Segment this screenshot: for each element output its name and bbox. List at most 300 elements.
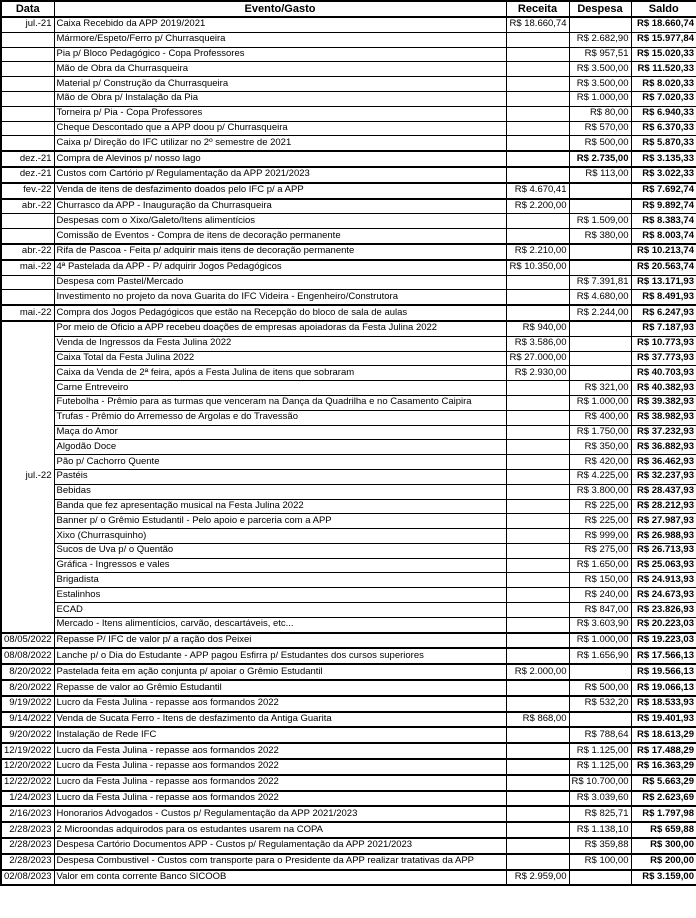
cell-saldo[interactable]: R$ 20.563,74 — [631, 260, 696, 275]
cell-receita[interactable] — [506, 136, 569, 151]
cell-despesa[interactable]: R$ 1.138,10 — [569, 822, 631, 838]
cell-event[interactable]: Banda que fez apresentação musical na Festa Julina 2022 — [54, 499, 506, 514]
cell-saldo[interactable]: R$ 36.462,93 — [631, 455, 696, 470]
cell-date[interactable]: 8/20/2022 — [1, 664, 54, 680]
cell-despesa[interactable]: R$ 10.700,00 — [569, 775, 631, 791]
cell-date[interactable]: 9/19/2022 — [1, 696, 54, 712]
cell-saldo[interactable]: R$ 7.692,74 — [631, 183, 696, 199]
cell-receita[interactable]: R$ 940,00 — [506, 321, 569, 336]
cell-saldo[interactable]: R$ 38.982,93 — [631, 410, 696, 425]
cell-despesa[interactable]: R$ 100,00 — [569, 854, 631, 870]
table-row — [1, 455, 696, 470]
cell-despesa[interactable]: R$ 532,20 — [569, 696, 631, 712]
cell-receita[interactable]: R$ 2.930,00 — [506, 366, 569, 381]
cell-receita[interactable]: R$ 4.670,41 — [506, 183, 569, 199]
table-row — [1, 244, 696, 260]
cell-receita[interactable] — [506, 229, 569, 244]
cell-receita[interactable] — [506, 62, 569, 77]
cell-date[interactable]: 08/08/2022 — [1, 648, 54, 664]
cell-receita[interactable] — [506, 167, 569, 183]
cell-despesa[interactable]: R$ 570,00 — [569, 121, 631, 136]
cell-receita[interactable] — [506, 838, 569, 854]
cell-date[interactable] — [1, 275, 54, 290]
cell-date[interactable] — [1, 32, 54, 47]
cell-saldo[interactable]: R$ 9.892,74 — [631, 199, 696, 214]
cell-receita[interactable] — [506, 77, 569, 92]
cell-receita[interactable]: R$ 3.586,00 — [506, 336, 569, 351]
table-row — [1, 410, 696, 425]
cell-event[interactable]: Repasse de valor ao Grêmio Estudantil — [54, 680, 506, 696]
cell-event[interactable]: Comissão de Eventos - Compra de itens de decoração permanente — [54, 229, 506, 244]
cell-date[interactable] — [1, 106, 54, 121]
cell-saldo[interactable]: R$ 32.237,93 — [631, 469, 696, 484]
cell-saldo[interactable]: R$ 3.159,00 — [631, 870, 696, 886]
cell-date[interactable]: 1/24/2023 — [1, 791, 54, 807]
cell-saldo[interactable]: R$ 26.713,93 — [631, 543, 696, 558]
table-row — [1, 260, 696, 275]
cell-saldo[interactable]: R$ 8.003,74 — [631, 229, 696, 244]
cell-saldo[interactable]: R$ 26.988,93 — [631, 529, 696, 544]
cell-event[interactable]: Lucro da Festa Julina - repasse aos formandos 2022 — [54, 743, 506, 759]
cell-date[interactable]: mai.-22 — [1, 260, 54, 275]
cell-event[interactable]: Caixa p/ Direção do IFC utilizar no 2º semestre de 2021 — [54, 136, 506, 151]
cell-saldo[interactable]: R$ 6.940,33 — [631, 106, 696, 121]
cell-event[interactable]: Caixa da Venda de 2ª feira, após a Festa Julina de itens que sobraram — [54, 366, 506, 381]
cell-despesa[interactable] — [569, 260, 631, 275]
cell-date[interactable]: 02/08/2023 — [1, 870, 54, 886]
cell-saldo[interactable]: R$ 300,00 — [631, 838, 696, 854]
cell-despesa[interactable]: R$ 2.682,90 — [569, 32, 631, 47]
cell-saldo[interactable]: R$ 40.382,93 — [631, 381, 696, 396]
cell-despesa[interactable]: R$ 3.500,00 — [569, 77, 631, 92]
cell-receita[interactable] — [506, 47, 569, 62]
cell-saldo[interactable]: R$ 10.213,74 — [631, 244, 696, 260]
cell-receita[interactable] — [506, 214, 569, 229]
cell-receita[interactable] — [506, 558, 569, 573]
cell-event[interactable]: Compra dos Jogos Pedagógicos que estão na Recepção do bloco de sala de aulas — [54, 305, 506, 321]
cell-despesa[interactable]: R$ 240,00 — [569, 588, 631, 603]
cell-event[interactable]: Despesa Cartório Documentos APP - Custos p/ Regulamentação da APP 2021/2023 — [54, 838, 506, 854]
cell-date[interactable]: abr.-22 — [1, 199, 54, 214]
cell-receita[interactable]: R$ 868,00 — [506, 712, 569, 728]
cell-date[interactable]: dez.-21 — [1, 167, 54, 183]
cell-saldo[interactable]: R$ 6.370,33 — [631, 121, 696, 136]
cell-receita[interactable] — [506, 395, 569, 410]
cell-saldo[interactable]: R$ 8.491,93 — [631, 290, 696, 305]
cell-despesa[interactable]: R$ 1.750,00 — [569, 425, 631, 440]
cell-saldo[interactable]: R$ 3.022,33 — [631, 167, 696, 183]
cell-receita[interactable] — [506, 759, 569, 775]
cell-despesa[interactable]: R$ 380,00 — [569, 229, 631, 244]
cell-despesa[interactable] — [569, 321, 631, 336]
cell-saldo[interactable]: R$ 28.212,93 — [631, 499, 696, 514]
cell-despesa[interactable]: R$ 957,51 — [569, 47, 631, 62]
cell-receita[interactable]: R$ 2.200,00 — [506, 199, 569, 214]
cell-despesa[interactable]: R$ 2.244,00 — [569, 305, 631, 321]
cell-event[interactable]: Lucro da Festa Julina - repasse aos formandos 2022 — [54, 791, 506, 807]
cell-despesa[interactable]: R$ 1.125,00 — [569, 759, 631, 775]
cell-receita[interactable] — [506, 455, 569, 470]
cell-despesa[interactable] — [569, 199, 631, 214]
cell-receita[interactable] — [506, 854, 569, 870]
cell-date[interactable]: 8/20/2022 — [1, 680, 54, 696]
cell-event[interactable]: Mão de Obra p/ Instalação da Pia — [54, 91, 506, 106]
cell-saldo[interactable]: R$ 659,88 — [631, 822, 696, 838]
cell-despesa[interactable]: R$ 225,00 — [569, 499, 631, 514]
cell-receita[interactable] — [506, 32, 569, 47]
cell-event[interactable]: Despesas com o Xixo/Galeto/Itens alimentícios — [54, 214, 506, 229]
table-row — [1, 469, 696, 484]
table-body — [1, 17, 696, 885]
cell-despesa[interactable]: R$ 3.800,00 — [569, 484, 631, 499]
table-row — [1, 854, 696, 870]
cell-event[interactable]: Mármore/Espeto/Ferro p/ Churrasqueira — [54, 32, 506, 47]
cell-receita[interactable]: R$ 2.959,00 — [506, 870, 569, 886]
cell-event[interactable]: Despesa com Pastel/Mercado — [54, 275, 506, 290]
cell-saldo[interactable]: R$ 15.977,84 — [631, 32, 696, 47]
table-row — [1, 743, 696, 759]
cell-receita[interactable] — [506, 603, 569, 618]
cell-event[interactable]: Pastéis — [54, 469, 506, 484]
table-row — [1, 558, 696, 573]
cell-saldo[interactable]: R$ 8.020,33 — [631, 77, 696, 92]
cell-date[interactable] — [1, 121, 54, 136]
cell-event[interactable]: Bebidas — [54, 484, 506, 499]
cell-receita[interactable] — [506, 499, 569, 514]
cell-receita[interactable] — [506, 484, 569, 499]
cell-saldo[interactable]: R$ 40.703,93 — [631, 366, 696, 381]
cell-event[interactable]: Brigadista — [54, 573, 506, 588]
cell-despesa[interactable]: R$ 1.656,90 — [569, 648, 631, 664]
cell-event[interactable]: Rifa de Pascoa - Feita p/ adquirir mais itens de decoração permanente — [54, 244, 506, 260]
cell-event[interactable]: Lucro da Festa Julina - repasse aos formandos 2022 — [54, 696, 506, 712]
cell-saldo[interactable]: R$ 13.171,93 — [631, 275, 696, 290]
cell-saldo[interactable]: R$ 17.488,29 — [631, 743, 696, 759]
cell-event[interactable]: Pastelada feita em ação conjunta p/ apoiar o Grêmio Estudantil — [54, 664, 506, 680]
cell-event[interactable]: Futebolha - Prêmio para as turmas que venceram na Dança da Quadrilha e no Casamento Caipira — [54, 395, 506, 410]
col-header-evento[interactable]: Evento/Gasto — [54, 1, 506, 17]
cell-receita[interactable] — [506, 290, 569, 305]
cell-saldo[interactable]: R$ 7.020,33 — [631, 91, 696, 106]
cell-event[interactable]: Algodão Doce — [54, 440, 506, 455]
cell-despesa[interactable]: R$ 1.000,00 — [569, 91, 631, 106]
cell-event[interactable]: Repasse P/ IFC de valor p/ a ração dos Peixei — [54, 633, 506, 649]
cell-date[interactable]: jul.-21 — [1, 17, 54, 32]
cell-saldo[interactable]: R$ 5.663,29 — [631, 775, 696, 791]
cell-despesa[interactable]: R$ 400,00 — [569, 410, 631, 425]
cell-despesa[interactable]: R$ 3.500,00 — [569, 62, 631, 77]
cell-event[interactable]: Por meio de Oficio a APP recebeu doações de empresas apoiadoras da Festa Julina 2022 — [54, 321, 506, 336]
cell-date[interactable]: 12/19/2022 — [1, 743, 54, 759]
cell-despesa[interactable] — [569, 870, 631, 886]
cell-saldo[interactable]: R$ 36.882,93 — [631, 440, 696, 455]
cell-date[interactable]: fev.-22 — [1, 183, 54, 199]
cell-date[interactable] — [1, 91, 54, 106]
cell-date[interactable]: dez.-21 — [1, 151, 54, 167]
cell-receita[interactable] — [506, 121, 569, 136]
cell-event[interactable]: Torneira p/ Pia - Copa Professores — [54, 106, 506, 121]
cell-date[interactable]: mai.-22 — [1, 305, 54, 321]
cell-receita[interactable]: R$ 2.000,00 — [506, 664, 569, 680]
cell-saldo[interactable]: R$ 10.773,93 — [631, 336, 696, 351]
cell-event[interactable]: Lanche p/ o Dia do Estudante - APP pagou Esfirra p/ Estudantes dos cursos superiores — [54, 648, 506, 664]
cell-saldo[interactable]: R$ 7.187,93 — [631, 321, 696, 336]
cell-receita[interactable] — [506, 106, 569, 121]
cell-receita[interactable] — [506, 425, 569, 440]
cell-date[interactable] — [1, 77, 54, 92]
cell-despesa[interactable]: R$ 225,00 — [569, 514, 631, 529]
cell-receita[interactable]: R$ 18.660,74 — [506, 17, 569, 32]
cell-saldo[interactable]: R$ 16.363,29 — [631, 759, 696, 775]
table-row — [1, 229, 696, 244]
cell-receita[interactable] — [506, 529, 569, 544]
cell-date[interactable]: 08/05/2022 — [1, 633, 54, 649]
cell-event[interactable]: Xixo (Churrasquinho) — [54, 529, 506, 544]
cell-date[interactable]: jul.-22 — [1, 321, 54, 633]
cell-saldo[interactable]: R$ 23.826,93 — [631, 603, 696, 618]
cell-event[interactable]: 4ª Pastelada da APP - P/ adquirir Jogos Pedagógicos — [54, 260, 506, 275]
cell-saldo[interactable]: R$ 3.135,33 — [631, 151, 696, 167]
cell-receita[interactable] — [506, 514, 569, 529]
cell-saldo[interactable]: R$ 200,00 — [631, 854, 696, 870]
cell-despesa[interactable]: R$ 1.000,00 — [569, 395, 631, 410]
col-header-receita[interactable]: Receita — [506, 1, 569, 17]
cell-event[interactable]: Compra de Alevinos p/ nosso lago — [54, 151, 506, 167]
cell-despesa[interactable] — [569, 366, 631, 381]
cell-saldo[interactable]: R$ 19.066,13 — [631, 680, 696, 696]
cell-event[interactable]: Venda de Sucata Ferro - Itens de desfazimento da Antiga Guarita — [54, 712, 506, 728]
table-row — [1, 77, 696, 92]
cell-receita[interactable] — [506, 151, 569, 167]
cell-despesa[interactable]: R$ 420,00 — [569, 455, 631, 470]
cell-event[interactable]: Pia p/ Bloco Pedagógico - Copa Professores — [54, 47, 506, 62]
table-row — [1, 712, 696, 728]
cell-event[interactable]: Lucro da Festa Julina - repasse aos formandos 2022 — [54, 775, 506, 791]
cell-saldo[interactable]: R$ 39.382,93 — [631, 395, 696, 410]
table-row — [1, 199, 696, 214]
cell-event[interactable]: Investimento no projeto da nova Guarita do IFC Videira - Engenheiro/Construtora — [54, 290, 506, 305]
table-row — [1, 366, 696, 381]
cell-saldo[interactable]: R$ 25.063,93 — [631, 558, 696, 573]
cell-despesa[interactable] — [569, 664, 631, 680]
cell-receita[interactable] — [506, 440, 569, 455]
cell-event[interactable]: Valor em conta corrente Banco SICOOB — [54, 870, 506, 886]
cell-event[interactable]: Trufas - Prêmio do Arremesso de Argolas e do Travessão — [54, 410, 506, 425]
cell-receita[interactable] — [506, 381, 569, 396]
cell-receita[interactable] — [506, 633, 569, 649]
cell-saldo[interactable]: R$ 37.773,93 — [631, 351, 696, 366]
cell-despesa[interactable]: R$ 3.603,90 — [569, 617, 631, 632]
cell-receita[interactable]: R$ 27.000,00 — [506, 351, 569, 366]
cell-date[interactable]: 2/16/2023 — [1, 806, 54, 822]
col-header-data[interactable]: Data — [1, 1, 54, 17]
cell-despesa[interactable]: R$ 321,00 — [569, 381, 631, 396]
cell-date[interactable] — [1, 290, 54, 305]
cell-saldo[interactable]: R$ 15.020,33 — [631, 47, 696, 62]
cell-despesa[interactable] — [569, 336, 631, 351]
table-row — [1, 290, 696, 305]
cell-date[interactable]: 2/28/2023 — [1, 822, 54, 838]
col-header-despesa[interactable]: Despesa — [569, 1, 631, 17]
cell-receita[interactable] — [506, 775, 569, 791]
cell-date[interactable] — [1, 136, 54, 151]
cell-receita[interactable] — [506, 727, 569, 743]
cell-despesa[interactable]: R$ 500,00 — [569, 136, 631, 151]
cell-date[interactable] — [1, 62, 54, 77]
cell-despesa[interactable]: R$ 4.225,00 — [569, 469, 631, 484]
cell-event[interactable]: Pão p/ Cachorro Quente — [54, 455, 506, 470]
cell-saldo[interactable]: R$ 2.623,69 — [631, 791, 696, 807]
table-row — [1, 275, 696, 290]
cell-despesa[interactable]: R$ 113,00 — [569, 167, 631, 183]
cell-saldo[interactable]: R$ 18.533,93 — [631, 696, 696, 712]
cell-despesa[interactable]: R$ 2.735,00 — [569, 151, 631, 167]
table-row — [1, 351, 696, 366]
table-row — [1, 870, 696, 886]
table-row — [1, 381, 696, 396]
cell-saldo[interactable]: R$ 37.232,93 — [631, 425, 696, 440]
cell-event[interactable]: Maça do Amor — [54, 425, 506, 440]
table-row — [1, 648, 696, 664]
table-row — [1, 529, 696, 544]
cell-despesa[interactable]: R$ 999,00 — [569, 529, 631, 544]
cell-event[interactable]: Estalinhos — [54, 588, 506, 603]
table-row — [1, 588, 696, 603]
cell-event[interactable]: Venda de itens de desfazimento doados pelo IFC p/ a APP — [54, 183, 506, 199]
cell-date[interactable]: 2/28/2023 — [1, 854, 54, 870]
cell-date[interactable]: 12/22/2022 — [1, 775, 54, 791]
cell-date[interactable] — [1, 214, 54, 229]
cell-event[interactable]: Sucos de Uva p/ o Quentão — [54, 543, 506, 558]
cell-despesa[interactable] — [569, 244, 631, 260]
cell-date[interactable]: 9/20/2022 — [1, 727, 54, 743]
cell-event[interactable]: Caixa Recebido da APP 2019/2021 — [54, 17, 506, 32]
cell-date[interactable]: 2/28/2023 — [1, 838, 54, 854]
cell-despesa[interactable]: R$ 150,00 — [569, 573, 631, 588]
cell-receita[interactable] — [506, 806, 569, 822]
cell-despesa[interactable]: R$ 788,64 — [569, 727, 631, 743]
cell-event[interactable]: Carne Entreveiro — [54, 381, 506, 396]
cell-saldo[interactable]: R$ 28.437,93 — [631, 484, 696, 499]
cell-despesa[interactable]: R$ 80,00 — [569, 106, 631, 121]
cell-event[interactable]: ECAD — [54, 603, 506, 618]
cell-event[interactable]: Despesa Combustivel - Custos com transporte para o Presidente da APP realizar tratativas da APP — [54, 854, 506, 870]
cell-despesa[interactable]: R$ 350,00 — [569, 440, 631, 455]
table-row — [1, 136, 696, 151]
cell-saldo[interactable]: R$ 19.401,93 — [631, 712, 696, 728]
cell-despesa[interactable]: R$ 1.650,00 — [569, 558, 631, 573]
table-row — [1, 321, 696, 336]
cell-event[interactable]: Venda de Ingressos da Festa Julina 2022 — [54, 336, 506, 351]
cell-despesa[interactable]: R$ 275,00 — [569, 543, 631, 558]
cell-saldo[interactable]: R$ 24.673,93 — [631, 588, 696, 603]
cell-date[interactable] — [1, 47, 54, 62]
cell-despesa[interactable]: R$ 825,71 — [569, 806, 631, 822]
cell-despesa[interactable]: R$ 3.039,60 — [569, 791, 631, 807]
cell-receita[interactable] — [506, 543, 569, 558]
cell-despesa[interactable]: R$ 7.391,81 — [569, 275, 631, 290]
cell-receita[interactable] — [506, 696, 569, 712]
cell-saldo[interactable]: R$ 1.797,98 — [631, 806, 696, 822]
cell-date[interactable]: abr.-22 — [1, 244, 54, 260]
cell-event[interactable]: 2 Microondas adquirodos para os estudantes usarem na COPA — [54, 822, 506, 838]
cell-event[interactable]: Material p/ Construção da Churrasqueira — [54, 77, 506, 92]
cell-event[interactable]: Lucro da Festa Julina - repasse aos formandos 2022 — [54, 759, 506, 775]
cell-saldo[interactable]: R$ 5.870,33 — [631, 136, 696, 151]
cell-receita[interactable]: R$ 2.210,00 — [506, 244, 569, 260]
cell-receita[interactable] — [506, 305, 569, 321]
cell-receita[interactable] — [506, 573, 569, 588]
cell-receita[interactable] — [506, 680, 569, 696]
cell-receita[interactable] — [506, 791, 569, 807]
table-row — [1, 62, 696, 77]
cell-event[interactable]: Mão de Obra da Churrasqueira — [54, 62, 506, 77]
cell-saldo[interactable]: R$ 19.566,13 — [631, 664, 696, 680]
cell-event[interactable]: Cheque Descontado que a APP doou p/ Churrasqueira — [54, 121, 506, 136]
cell-despesa[interactable] — [569, 351, 631, 366]
cell-despesa[interactable]: R$ 359,88 — [569, 838, 631, 854]
cell-saldo[interactable]: R$ 27.987,93 — [631, 514, 696, 529]
cell-event[interactable]: Gráfica - Ingressos e vales — [54, 558, 506, 573]
cell-saldo[interactable]: R$ 19.223,03 — [631, 633, 696, 649]
col-header-saldo[interactable]: Saldo — [631, 1, 696, 17]
cell-saldo[interactable]: R$ 18.613,29 — [631, 727, 696, 743]
cell-event[interactable]: Caixa Total da Festa Julina 2022 — [54, 351, 506, 366]
cell-event[interactable]: Custos com Cartório p/ Regulamentação da APP 2021/2023 — [54, 167, 506, 183]
cell-event[interactable]: Honorarios Advogados - Custos p/ Regulamentação da APP 2021/2023 — [54, 806, 506, 822]
cell-saldo[interactable]: R$ 8.383,74 — [631, 214, 696, 229]
cell-event[interactable]: Instalação de Rede IFC — [54, 727, 506, 743]
cell-despesa[interactable]: R$ 1.125,00 — [569, 743, 631, 759]
cell-receita[interactable] — [506, 275, 569, 290]
cell-date[interactable] — [1, 229, 54, 244]
table-row — [1, 822, 696, 838]
cell-event[interactable]: Mercado - Itens alimentícios, carvão, descartáveis, etc... — [54, 617, 506, 632]
cell-saldo[interactable]: R$ 24.913,93 — [631, 573, 696, 588]
cell-date[interactable]: 12/20/2022 — [1, 759, 54, 775]
table-row — [1, 91, 696, 106]
cell-saldo[interactable]: R$ 18.660,74 — [631, 17, 696, 32]
cell-despesa[interactable] — [569, 17, 631, 32]
cell-saldo[interactable]: R$ 17.566,13 — [631, 648, 696, 664]
cell-date[interactable]: 9/14/2022 — [1, 712, 54, 728]
cell-despesa[interactable]: R$ 847,00 — [569, 603, 631, 618]
cell-receita[interactable] — [506, 743, 569, 759]
cell-receita[interactable] — [506, 588, 569, 603]
cell-saldo[interactable]: R$ 11.520,33 — [631, 62, 696, 77]
cell-despesa[interactable]: R$ 500,00 — [569, 680, 631, 696]
cell-despesa[interactable]: R$ 1.509,00 — [569, 214, 631, 229]
cell-event[interactable]: Churrasco da APP - Inauguração da Churrasqueira — [54, 199, 506, 214]
cell-receita[interactable] — [506, 469, 569, 484]
table-row — [1, 617, 696, 632]
cell-receita[interactable] — [506, 91, 569, 106]
cell-receita[interactable] — [506, 822, 569, 838]
cell-receita[interactable] — [506, 410, 569, 425]
cell-receita[interactable] — [506, 617, 569, 632]
cell-despesa[interactable]: R$ 1.000,00 — [569, 633, 631, 649]
cell-receita[interactable] — [506, 648, 569, 664]
cell-receita[interactable]: R$ 10.350,00 — [506, 260, 569, 275]
cell-event[interactable]: Banner p/ o Grêmio Estudantil - Pelo apoio e parceria com a APP — [54, 514, 506, 529]
cell-despesa[interactable]: R$ 4.680,00 — [569, 290, 631, 305]
cell-saldo[interactable]: R$ 20.223,03 — [631, 617, 696, 632]
table-row — [1, 791, 696, 807]
cell-despesa[interactable] — [569, 712, 631, 728]
table-row — [1, 759, 696, 775]
cell-despesa[interactable] — [569, 183, 631, 199]
cell-saldo[interactable]: R$ 6.247,93 — [631, 305, 696, 321]
